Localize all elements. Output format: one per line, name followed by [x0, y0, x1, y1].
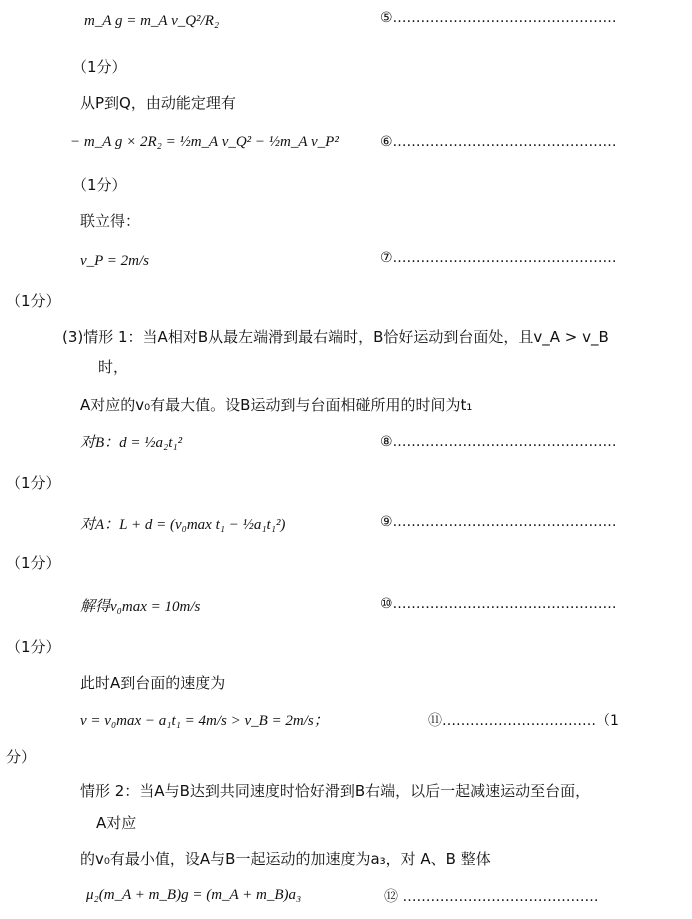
score-note: （1分） [6, 638, 61, 656]
text-line: 从P到Q，由动能定理有 [80, 94, 236, 112]
equation-marker-11: ⑪……………………………（1 [428, 713, 619, 729]
equation-10: 解得v₀max = 10m/s [80, 599, 201, 615]
equation-5: m_A g = m_A v_Q²/R₂ [84, 13, 220, 29]
score-note: （1分） [6, 554, 61, 572]
equation-marker-8: ⑧………………………………………… [380, 434, 617, 450]
equation-7: v_P = 2m/s [80, 253, 150, 269]
equation-8: 对B：d = ½a₂t₁² [80, 435, 183, 451]
score-note: （1分） [72, 176, 127, 194]
text-line: (3)情形 1：当A相对B从最左端滑到最右端时，B恰好运动到台面处，且v_A > v_B [62, 328, 609, 346]
score-note: （1分） [6, 474, 61, 492]
text-line: A对应 [96, 814, 137, 832]
score-note: 分） [6, 748, 37, 766]
score-note: （1分） [6, 292, 61, 310]
equation-11: v = v₀max − a₁t₁ = 4m/s > v_B = 2m/s； [80, 713, 329, 729]
equation-12: μ₂(m_A + m_B)g = (m_A + m_B)a₃ [86, 887, 302, 903]
equation-marker-10: ⑩………………………………………… [380, 596, 617, 612]
text-line: 的v₀有最小值，设A与B一起运动的加速度为a₃，对 A、B 整体 [80, 850, 491, 868]
equation-6: − m_A g × 2R₂ = ½m_A v_Q² − ½m_A v_P² [70, 134, 339, 150]
text-line: 此时A到台面的速度为 [80, 674, 226, 692]
equation-marker-7: ⑦………………………………………… [380, 250, 617, 266]
equation-9: 对A：L + d = (v₀max t₁ − ½a₁t₁²) [80, 517, 286, 533]
equation-marker-5: ⑤………………………………………… [380, 10, 617, 26]
text-line: 时， [98, 358, 129, 376]
text-line: 联立得： [80, 212, 141, 230]
score-note: （1分） [72, 58, 127, 76]
text-line: A对应的v₀有最大值。设B运动到与台面相碰所用的时间为t₁ [80, 396, 473, 414]
text-line: 情形 2：当A与B达到共同速度时恰好滑到B右端，以后一起减速运动至台面， [80, 782, 591, 800]
equation-marker-12: ⑫ …………………………………… [384, 889, 599, 905]
equation-marker-6: ⑥………………………………………… [380, 134, 617, 150]
equation-marker-9: ⑨………………………………………… [380, 514, 617, 530]
